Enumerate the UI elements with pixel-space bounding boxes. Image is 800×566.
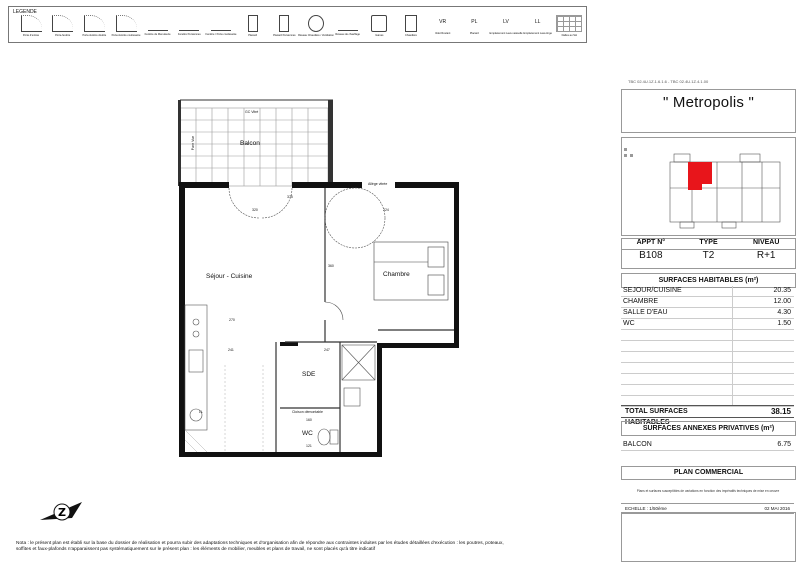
north-compass-icon xyxy=(40,502,82,520)
legend-item-label: Chaudière xyxy=(405,34,417,37)
appt-number: B108 xyxy=(639,250,663,261)
dimension-label: 247 xyxy=(324,348,330,352)
dimension-label: 375 xyxy=(287,195,293,199)
balcony-side-wall xyxy=(328,100,333,186)
legend-item-label: Porte-fenêtre double xyxy=(82,34,107,37)
appt-number-header: APPT N° xyxy=(636,239,666,246)
legend-item-label: Dalles au Sol xyxy=(561,34,577,37)
plan-title: PLAN COMMERCIAL xyxy=(621,466,796,480)
apartment-type: T2 xyxy=(702,250,715,261)
total-value: 38.15 xyxy=(770,407,791,416)
room-label-balcon: Balcon xyxy=(240,140,260,147)
balcony-side-wall xyxy=(178,100,181,186)
apartment-highlight xyxy=(688,162,712,190)
legend-item-label: Fenêtre / Porte coulissante xyxy=(205,33,237,36)
project-name: " Metropolis " xyxy=(663,94,754,111)
ll-icon: LL xyxy=(534,19,541,25)
key-plan-drawing xyxy=(622,138,795,235)
dimension-label: 270 xyxy=(229,318,235,322)
apartment-level: R+1 xyxy=(756,250,776,261)
table-row-empty xyxy=(621,352,794,363)
project-title-box xyxy=(621,89,796,133)
wall-hatch xyxy=(185,365,263,452)
legend-item-label: Emplacement Lave-linge xyxy=(523,32,552,35)
room-label-chambre: Chambre xyxy=(383,271,410,278)
kitchen-counter xyxy=(185,305,207,430)
legend-item-label: Emplacement Lave-vaisselle xyxy=(489,32,523,35)
shower xyxy=(342,345,375,406)
dimension-label: 121 xyxy=(306,444,312,448)
table-row: SALLE D'EAU 4.30 xyxy=(621,308,794,319)
table-row: CHAMBRE 12.00 xyxy=(621,297,794,308)
table-row-empty xyxy=(621,341,794,352)
bottom-note: Nota : le présent plan est établi sur la base du dossier de réalisation et pourra subir des adaptations techniques et d'organisation afin de répondre aux contraintes induites par les études détaillées d'exécution : les poutres, poteaux, soffites et faux-plafonds n'apparaissent pas systématiquement sur le présent plan : les éléments de mobilier, meubles et plans de travail, ne sont placés qu'à titre indicatif xyxy=(16,541,504,552)
code-line: TBC 02.4U.1Z.1.6.1.6 - TBC 02.4U.1Z.4.1.00 xyxy=(628,79,709,84)
total-label: TOTAL SURFACES HABITABLES xyxy=(625,408,688,426)
dimension-label: 241 xyxy=(228,348,234,352)
table-row-empty xyxy=(621,374,794,385)
plan-note: Plans et surfaces susceptibles de variations en fonction des impératifs techniques de mise en oeuvre xyxy=(636,489,780,493)
legend-item-label: Placard xyxy=(248,34,258,37)
ll-label: LL xyxy=(199,410,203,414)
legend-item-label: Placard xyxy=(469,32,479,35)
date-label: 02 MAI 2016 xyxy=(764,506,790,511)
type-header: TYPE xyxy=(699,239,718,246)
scale-label: ECHELLE : 1/50ème xyxy=(625,506,667,511)
legend-item-label: Réseau Chaudière / Ventilation xyxy=(298,34,334,37)
table-row-empty xyxy=(621,363,794,374)
legend-item-label: Porte d'entrée xyxy=(22,34,40,37)
walls xyxy=(179,182,459,457)
room-label-sejour: Séjour - Cuisine xyxy=(206,273,253,280)
blank-box xyxy=(621,512,796,562)
legend-item-label: Réseau de chauffage xyxy=(335,33,360,36)
balcony-tiling xyxy=(180,108,328,186)
dimension-label: 160 xyxy=(306,418,312,422)
svg-text:Z: Z xyxy=(58,506,66,519)
table-row-empty xyxy=(621,385,794,396)
apartment-values-row xyxy=(621,249,796,269)
parevue-label: Pare Vue xyxy=(191,135,196,151)
level-header: NIVEAU xyxy=(752,239,780,246)
legend-item-label: Porte-fenêtre xyxy=(55,34,71,37)
room-label-wc: WC xyxy=(302,430,313,437)
allege-label: Allège vitrée xyxy=(368,182,388,186)
legend-item-label: Placard Persiennes xyxy=(273,34,296,37)
lv-icon: LV xyxy=(503,19,509,25)
annex-header: SURFACES ANNEXES PRIVATIVES (m²) xyxy=(621,421,796,436)
dimension-label: 360 xyxy=(328,264,334,268)
gc-vitre-label: GC Vitré xyxy=(245,110,259,114)
table-row: SEJOUR/CUISINE 20.35 xyxy=(621,286,794,297)
surfaces-header: SURFACES HABITABLES (m²) xyxy=(621,273,796,288)
pl-icon: PL xyxy=(471,19,478,25)
legend-item-label: Gaines xyxy=(375,34,384,37)
dimension-label: 320 xyxy=(252,208,258,212)
table-row-empty xyxy=(621,330,794,341)
room-label-sde: SDE xyxy=(302,371,316,378)
table-row: WC 1.50 xyxy=(621,319,794,330)
legend-item-label: Fenêtre de Menuiserie xyxy=(144,33,171,36)
dimension-label: 224 xyxy=(383,208,389,212)
key-plan xyxy=(621,137,796,236)
legend-title: LEGENDE xyxy=(13,9,37,15)
legend-item-label: Volet Roulant xyxy=(434,32,451,35)
surfaces-table xyxy=(621,286,794,407)
legend-item-label: Fenêtre Persiennes xyxy=(178,33,201,36)
legend-item-label: Porte-fenêtre coulissante xyxy=(111,34,141,37)
vr-icon: VR xyxy=(439,19,447,25)
cloison-label: Cloison démontable xyxy=(292,410,323,414)
total-surfaces-row xyxy=(621,405,794,426)
toilet xyxy=(318,429,338,445)
annex-row: BALCON 6.75 xyxy=(621,440,794,451)
